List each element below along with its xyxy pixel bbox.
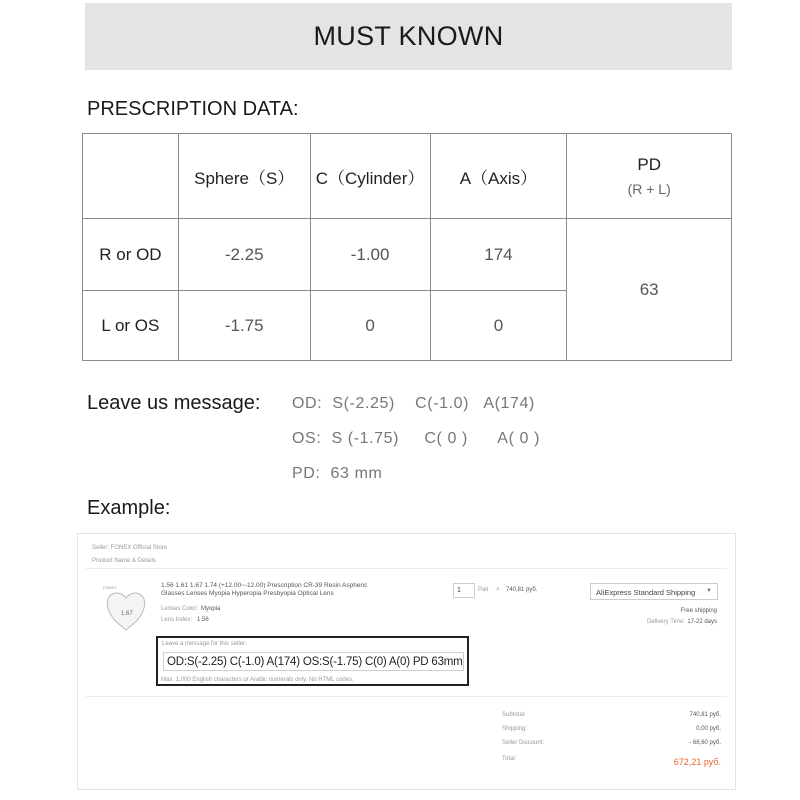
leave-message-title: Leave us message: [87, 392, 261, 414]
shipping-method-value: AliExpress Standard Shipping [596, 588, 696, 597]
pd-header-sub: (R + L) [627, 181, 671, 197]
total-value: 672,21 руб. [673, 757, 721, 767]
shipping-method-select[interactable] [590, 583, 718, 600]
qty-unit: Pair [478, 587, 489, 593]
free-shipping: Free shipping [680, 608, 717, 614]
od-axis-value: 174 [430, 219, 567, 291]
message-line-pd: PD: 63 mm [292, 465, 383, 482]
must-known-banner [85, 3, 732, 70]
banner-title: MUST KNOWN [313, 21, 504, 51]
divider [86, 696, 727, 697]
lens-product-image[interactable] [100, 582, 152, 634]
chevron-down-icon: ▼ [706, 588, 712, 594]
quantity-input[interactable]: 1 [453, 583, 475, 598]
message-lines [292, 395, 540, 500]
product-title-link[interactable]: 1.56 1.61 1.67 1.74 (+12.00~-12.00) Prescription CR-39 Resin Aspheric Glasses Lenses Myopia Hyperopia Presbyopia Optical Lens [161, 582, 368, 597]
pd-header-label: PD [637, 155, 661, 174]
seller-message-input[interactable]: OD:S(-2.25) C(-1.0) A(174) OS:S(-1.75) C(0) A(0) PD 63mm [163, 652, 464, 671]
delivery-value: 17-22 days [687, 619, 717, 625]
os-cylinder-value: 0 [310, 291, 430, 361]
shipping-label: Shipping: [502, 726, 528, 732]
prescription-title: PRESCRIPTION DATA: [87, 98, 299, 120]
os-axis-value: 0 [430, 291, 567, 361]
sphere-header: Sphere（S） [178, 134, 310, 219]
subtotal-value: 740,81 руб. [689, 712, 721, 718]
subtotal-label: Subtotal: [502, 712, 526, 718]
example-title: Example: [87, 497, 171, 519]
example-order-screenshot [77, 533, 736, 790]
unit-price: 740,81 руб. [506, 587, 538, 593]
total-label: Total: [502, 756, 517, 762]
empty-corner-cell [83, 134, 179, 219]
od-cylinder-value: -1.00 [310, 219, 430, 291]
times-sign: × [496, 587, 500, 593]
lens-index-badge: 1.67 [121, 611, 133, 617]
prescription-table [82, 133, 732, 361]
discount-value: - 68,60 руб. [689, 740, 721, 746]
od-sphere-value: -2.25 [178, 219, 310, 291]
row-label-os: L or OS [83, 291, 179, 361]
delivery-label: Delivery Time: [646, 619, 685, 625]
lens-index-label: Lens Index: [161, 617, 193, 623]
pd-header [567, 134, 732, 219]
message-line-od: OD: S(-2.25) C(-1.0) A(174) [292, 395, 535, 412]
brand-text: FONEX [103, 585, 117, 590]
message-hint: Max. 1,000 English characters or Arabic numerals only. No HTML codes. [161, 677, 354, 683]
axis-header: A（Axis） [430, 134, 567, 219]
seller-name[interactable]: Seller: FONEX Official Store [92, 545, 168, 551]
table-header-row [83, 134, 732, 219]
cylinder-header: C（Cylinder） [310, 134, 430, 219]
os-sphere-value: -1.75 [178, 291, 310, 361]
lenses-color-label: Lenses Color: [161, 606, 199, 612]
discount-label: Seller Discount: [502, 740, 545, 746]
seller-message-label: Leave a message for this seller: [162, 641, 247, 647]
pd-value: 63 [567, 219, 732, 361]
row-label-od: R or OD [83, 219, 179, 291]
message-line-os: OS: S (-1.75) C( 0 ) A( 0 ) [292, 430, 541, 447]
table-row [83, 219, 732, 291]
shipping-value: 0,00 руб. [696, 726, 721, 732]
product-details-header: Product Name & Details [92, 558, 157, 564]
divider [86, 568, 727, 569]
lens-index-value: 1.56 [197, 617, 209, 623]
lenses-color-value: Myopia [201, 606, 221, 612]
